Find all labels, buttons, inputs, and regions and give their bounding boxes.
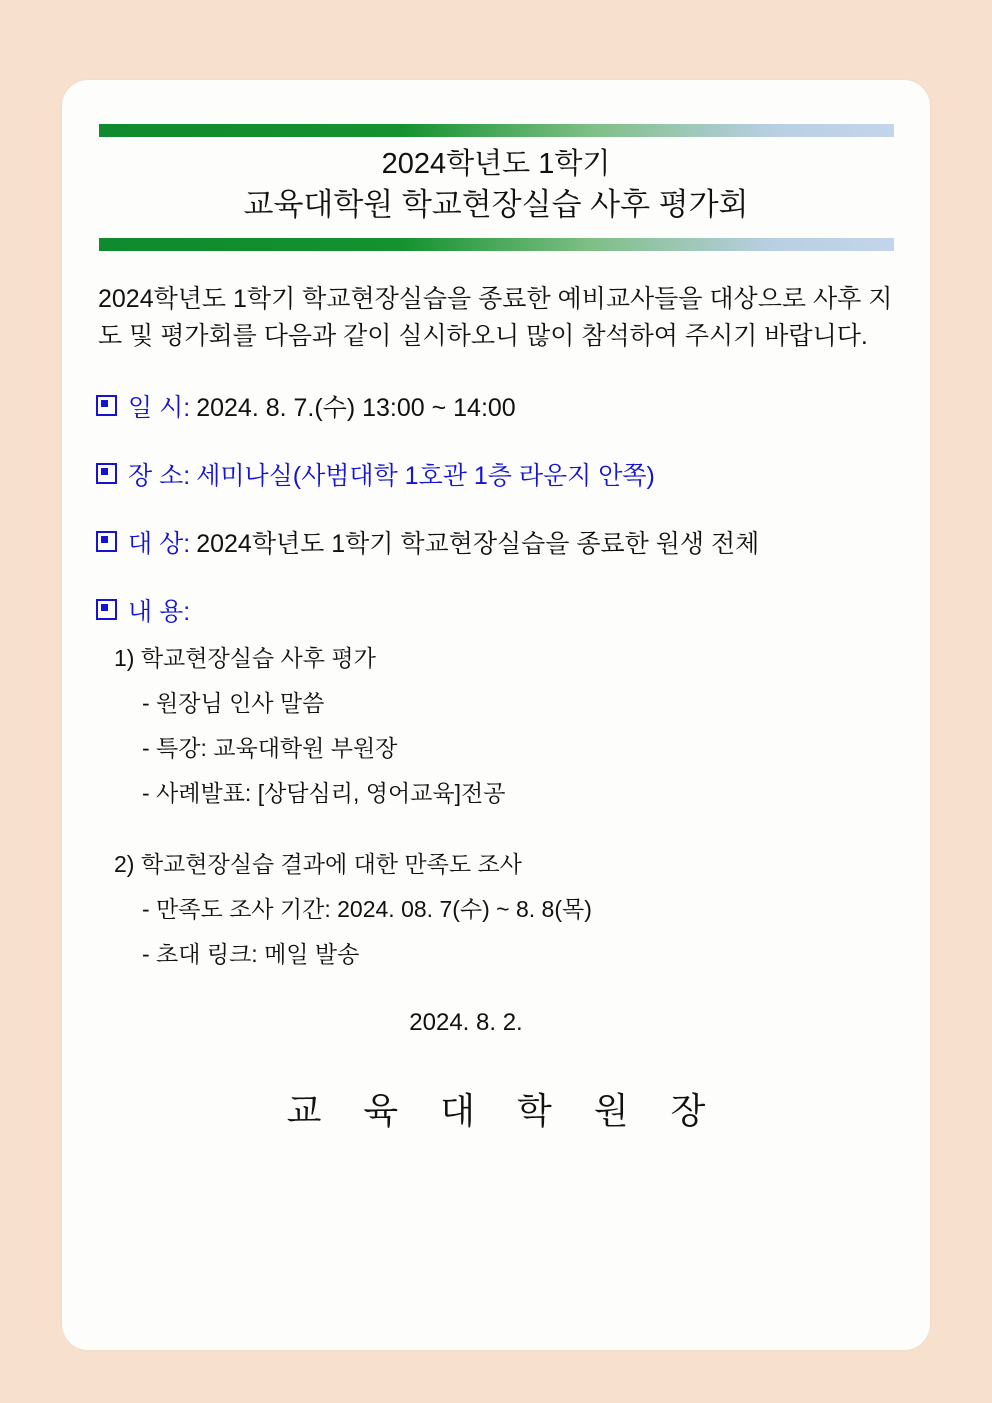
- sign-date: 2024. 8. 2.: [409, 1008, 523, 1036]
- info-row-audience: [92, 524, 900, 560]
- square-bullet-icon: [96, 531, 117, 552]
- title-line-1: 2024학년도 1학기: [381, 148, 611, 180]
- info-row-datetime: [92, 388, 900, 424]
- header-divider-top: [99, 124, 894, 137]
- info-label-location: 장 소:: [128, 461, 191, 490]
- content-line-6: - 만족도 조사 기간: 2024. 08. 7(수) ~ 8. 8(목): [142, 895, 592, 922]
- intro-paragraph: [92, 281, 900, 356]
- content-line-7: - 초대 링크: 메일 발송: [142, 940, 360, 967]
- square-bullet-icon: [96, 395, 117, 416]
- intro-text: 2024학년도 1학기 학교현장실습을 종료한 예비교사들을 대상으로 사후 지도 및 평가회를 다음과 같이 실시하오니 많이 참석하여 주시기 바랍니다.: [98, 284, 893, 351]
- signature-title: 교 육 대 학 원 장: [286, 1089, 722, 1131]
- info-label-audience: 대 상:: [128, 529, 191, 558]
- square-bullet-icon: [96, 599, 117, 620]
- info-label-datetime: 일 시:: [128, 393, 191, 422]
- content-line-1: 1) 학교현장실습 사후 평가: [114, 644, 376, 671]
- info-row-content: [92, 592, 900, 628]
- header-divider-bottom: [99, 238, 894, 251]
- content-line-3: - 특강: 교육대학원 부원장: [142, 734, 398, 761]
- page-title: [92, 137, 900, 232]
- notice-document: [62, 80, 930, 1350]
- info-row-location: [92, 456, 900, 492]
- content-line-2: - 원장님 인사 말씀: [142, 689, 325, 716]
- info-value-location: 세미나실(사범대학 1호관 1층 라운지 안쪽): [196, 461, 655, 490]
- title-line-2: 교육대학원 학교현장실습 사후 평가회: [243, 187, 749, 223]
- info-value-datetime: 2024. 8. 7.(수) 13:00 ~ 14:00: [196, 393, 516, 422]
- info-label-content: 내 용:: [128, 597, 191, 626]
- info-value-audience: 2024학년도 1학기 학교현장실습을 종료한 원생 전체: [196, 529, 760, 558]
- content-line-4: - 사례발표: [상담심리, 영어교육]전공: [142, 779, 506, 806]
- content-spacer: [92, 808, 900, 834]
- square-bullet-icon: [96, 463, 117, 484]
- content-line-5: 2) 학교현장실습 결과에 대한 만족도 조사: [114, 850, 522, 877]
